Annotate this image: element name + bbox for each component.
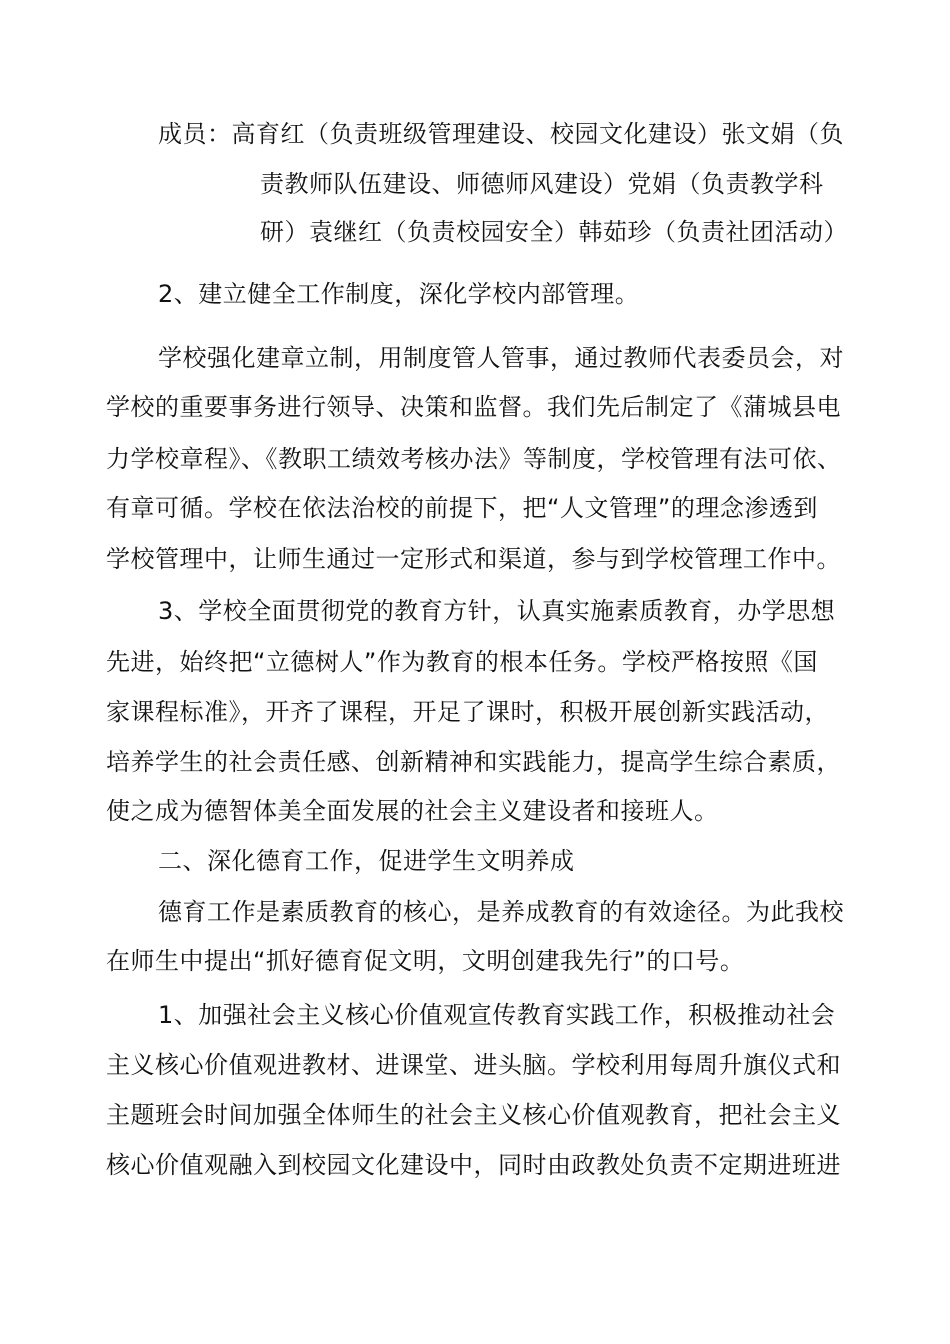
paragraph-line: 学校强化建章立制，用制度管人管事，通过教师代表委员会，对 bbox=[158, 344, 844, 372]
paragraph-line: 3、学校全面贯彻党的教育方针，认真实施素质教育，办学思想 bbox=[158, 597, 836, 625]
paragraph-line: 家课程标准》，开齐了课程，开足了课时，积极开展创新实践活动， bbox=[106, 698, 829, 726]
section-heading-2: 2、建立健全工作制度，深化学校内部管理。 bbox=[158, 280, 640, 308]
paragraph-line: 使之成为德智体美全面发展的社会主义建设者和接班人。 bbox=[106, 797, 719, 825]
paragraph-line: 学校管理中，让师生通过一定形式和渠道，参与到学校管理工作中。 bbox=[106, 545, 841, 573]
members-line-1: 成员：高育红（负责班级管理建设、校园文化建设）张文娟（负 bbox=[158, 120, 844, 148]
paragraph-line: 培养学生的社会责任感、创新精神和实践能力，提高学生综合素质， bbox=[106, 748, 841, 776]
paragraph-line: 在师生中提出“抓好德育促文明，文明创建我先行”的口号。 bbox=[106, 947, 745, 975]
section-heading-moral: 二、深化德育工作，促进学生文明养成 bbox=[158, 847, 575, 875]
paragraph-line: 学校的重要事务进行领导、决策和监督。我们先后制定了《蒲城县电 bbox=[106, 393, 841, 421]
paragraph-line: 先进，始终把“立德树人”作为教育的根本任务。学校严格按照《国 bbox=[106, 648, 818, 676]
paragraph-line: 主题班会时间加强全体师生的社会主义核心价值观教育，把社会主义 bbox=[106, 1101, 841, 1129]
members-line-3: 研）袁继红（负责校园安全）韩茹珍（负责社团活动） bbox=[260, 218, 848, 246]
paragraph-line: 主义核心价值观进教材、进课堂、进头脑。学校利用每周升旗仪式和 bbox=[106, 1051, 841, 1079]
members-line-2: 责教师队伍建设、师德师风建设）党娟（负责教学科 bbox=[260, 170, 824, 198]
paragraph-line: 德育工作是素质教育的核心，是养成教育的有效途径。为此我校 bbox=[158, 898, 844, 926]
paragraph-line: 1、加强社会主义核心价值观宣传教育实践工作，积极推动社会 bbox=[158, 1001, 836, 1029]
paragraph-line: 有章可循。学校在依法治校的前提下，把“人文管理”的理念渗透到 bbox=[106, 494, 818, 522]
paragraph-line: 力学校章程》、《教职工绩效考核办法》等制度，学校管理有法可依、 bbox=[106, 445, 842, 473]
paragraph-line: 核心价值观融入到校园文化建设中，同时由政教处负责不定期进班进 bbox=[106, 1151, 841, 1179]
